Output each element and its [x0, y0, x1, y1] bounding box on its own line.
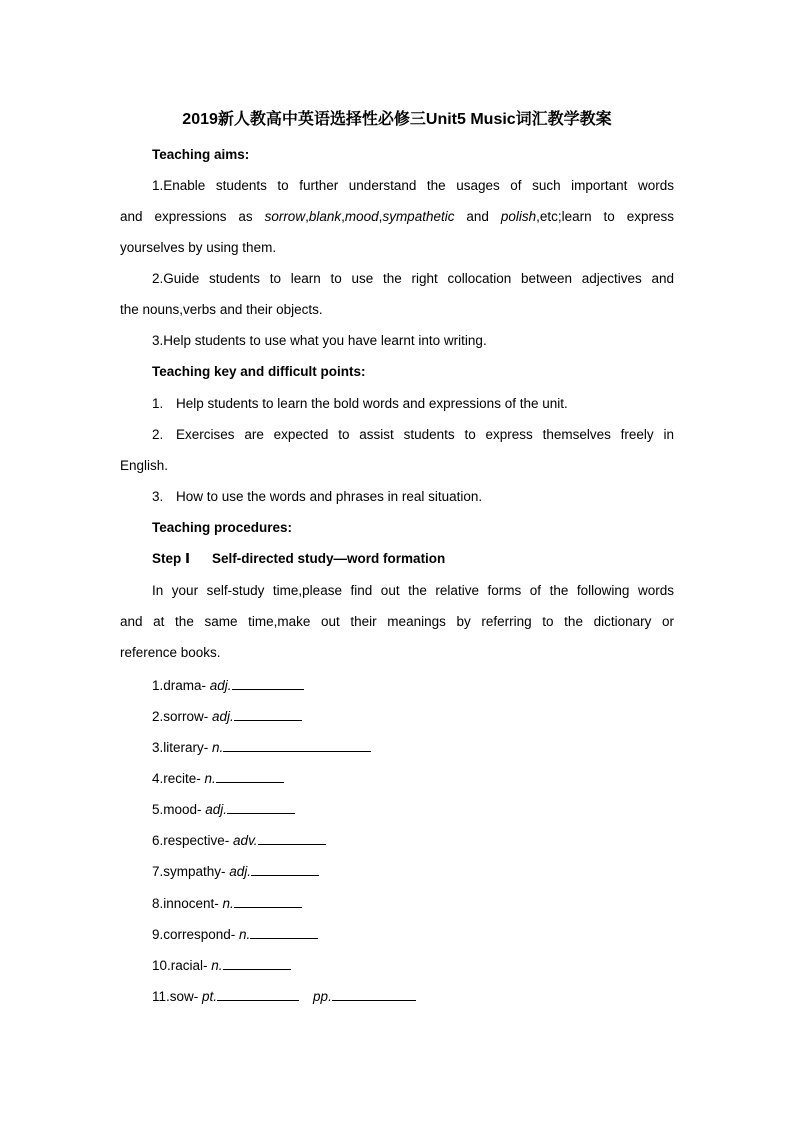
exercise-pos: adj. — [205, 802, 228, 817]
exercise-pos: n. — [222, 896, 234, 911]
exercise-item — [152, 801, 674, 817]
exercise-pos: pp. — [313, 989, 332, 1004]
answer-blank[interactable] — [223, 739, 371, 752]
exercise-word: 3.literary- — [152, 740, 213, 755]
aim-3: 3.Help students to use what you have learnt into writing. — [152, 333, 487, 348]
key-point-2 — [152, 427, 674, 442]
answer-blank[interactable] — [251, 863, 319, 876]
answer-blank[interactable] — [227, 801, 295, 814]
answer-blank[interactable] — [250, 926, 318, 939]
exercise-pos: adv. — [233, 833, 258, 848]
exercise-word: 1.drama- — [152, 678, 210, 693]
keyword-sympathetic: sympathetic — [382, 209, 455, 224]
teaching-aims-heading: Teaching aims: — [152, 147, 250, 162]
exercise-item — [152, 708, 674, 724]
exercise-word: 4.recite- — [152, 771, 205, 786]
key-point-number: 3. — [152, 489, 164, 504]
exercise-pos: n. — [239, 927, 251, 942]
exercise-pos: n. — [211, 958, 223, 973]
intro-line-3: reference books. — [120, 645, 221, 660]
exercise-word: 11.sow- — [152, 989, 203, 1004]
keyword-blank: blank — [308, 209, 342, 224]
answer-blank[interactable] — [232, 677, 304, 690]
aim-2-line-1: 2.Guide students to learn to use the right collocation between adjectives and — [152, 271, 674, 286]
exercise-item — [152, 832, 674, 848]
exercise-pos: adj. — [209, 678, 232, 693]
document-title: 2019新人教高中英语选择性必修三Unit5 Music词汇教学教案 — [182, 111, 612, 128]
aim-1-tail: ,etc;learn to express — [536, 209, 674, 224]
exercise-pos: adj. — [229, 864, 252, 879]
exercise-word: 6.respective- — [152, 833, 234, 848]
answer-blank[interactable] — [217, 988, 299, 1001]
exercise-pos: n. — [212, 740, 224, 755]
key-point-text: Help students to learn the bold words and expressions of the unit. — [176, 396, 568, 411]
key-point-2-continued: English. — [120, 458, 169, 473]
aim-1-line-1: 1.Enable students to further understand the usages of such important words — [152, 178, 674, 193]
key-point-number: 2. — [152, 427, 164, 442]
exercise-pos: n. — [204, 771, 216, 786]
aim-2-line-2: the nouns,verbs and their objects. — [120, 302, 323, 317]
intro-line-2: and at the same time,make out their meanings by referring to the dictionary or — [120, 614, 674, 629]
answer-blank[interactable] — [258, 832, 326, 845]
exercise-item — [152, 895, 674, 911]
procedures-heading: Teaching procedures: — [152, 520, 293, 535]
intro-line-1: In your self-study time,please find out the relative forms of the following words — [152, 583, 674, 598]
answer-blank[interactable] — [234, 708, 302, 721]
answer-blank[interactable] — [234, 895, 302, 908]
step-label: Step Ⅰ — [152, 551, 191, 566]
step-heading — [152, 551, 674, 567]
exercise-item — [152, 677, 674, 693]
exercise-item — [152, 770, 674, 786]
exercise-item — [152, 988, 674, 1004]
keyword-mood: mood — [344, 209, 379, 224]
aim-1-and: and — [454, 209, 501, 224]
exercise-pos: adj. — [212, 709, 234, 724]
aim-1-line-3: yourselves by using them. — [120, 240, 277, 255]
key-point-text: How to use the words and phrases in real situation. — [176, 489, 483, 504]
exercise-word: 10.racial- — [152, 958, 212, 973]
answer-blank[interactable] — [332, 988, 416, 1001]
exercise-item — [152, 739, 674, 755]
exercise-word: 7.sympathy- — [152, 864, 230, 879]
aim-1-text: and expressions as — [120, 209, 265, 224]
answer-blank[interactable] — [216, 770, 284, 783]
aim-1-line-2: and expressions as sorrow,blank,mood,sympathetic and polish,etc;learn to express — [120, 209, 674, 224]
step-title: Self-directed study—word formation — [212, 551, 446, 566]
key-point-number: 1. — [152, 396, 164, 411]
answer-blank[interactable] — [223, 957, 291, 970]
exercise-item — [152, 863, 674, 879]
exercise-word: 2.sorrow- — [152, 709, 213, 724]
keyword-sorrow: sorrow — [264, 209, 306, 224]
exercise-item — [152, 926, 674, 942]
exercise-word: 5.mood- — [152, 802, 206, 817]
exercise-word: 9.correspond- — [152, 927, 240, 942]
key-point-1 — [152, 396, 674, 411]
key-point-3 — [152, 489, 674, 504]
exercise-pos: pt. — [202, 989, 218, 1004]
keyword-polish: polish — [500, 209, 537, 224]
key-point-text: Exercises are expected to assist students to express themselves freely in — [176, 427, 674, 442]
exercise-item — [152, 957, 674, 973]
key-points-heading: Teaching key and difficult points: — [152, 364, 366, 379]
exercise-word: 8.innocent- — [152, 896, 223, 911]
